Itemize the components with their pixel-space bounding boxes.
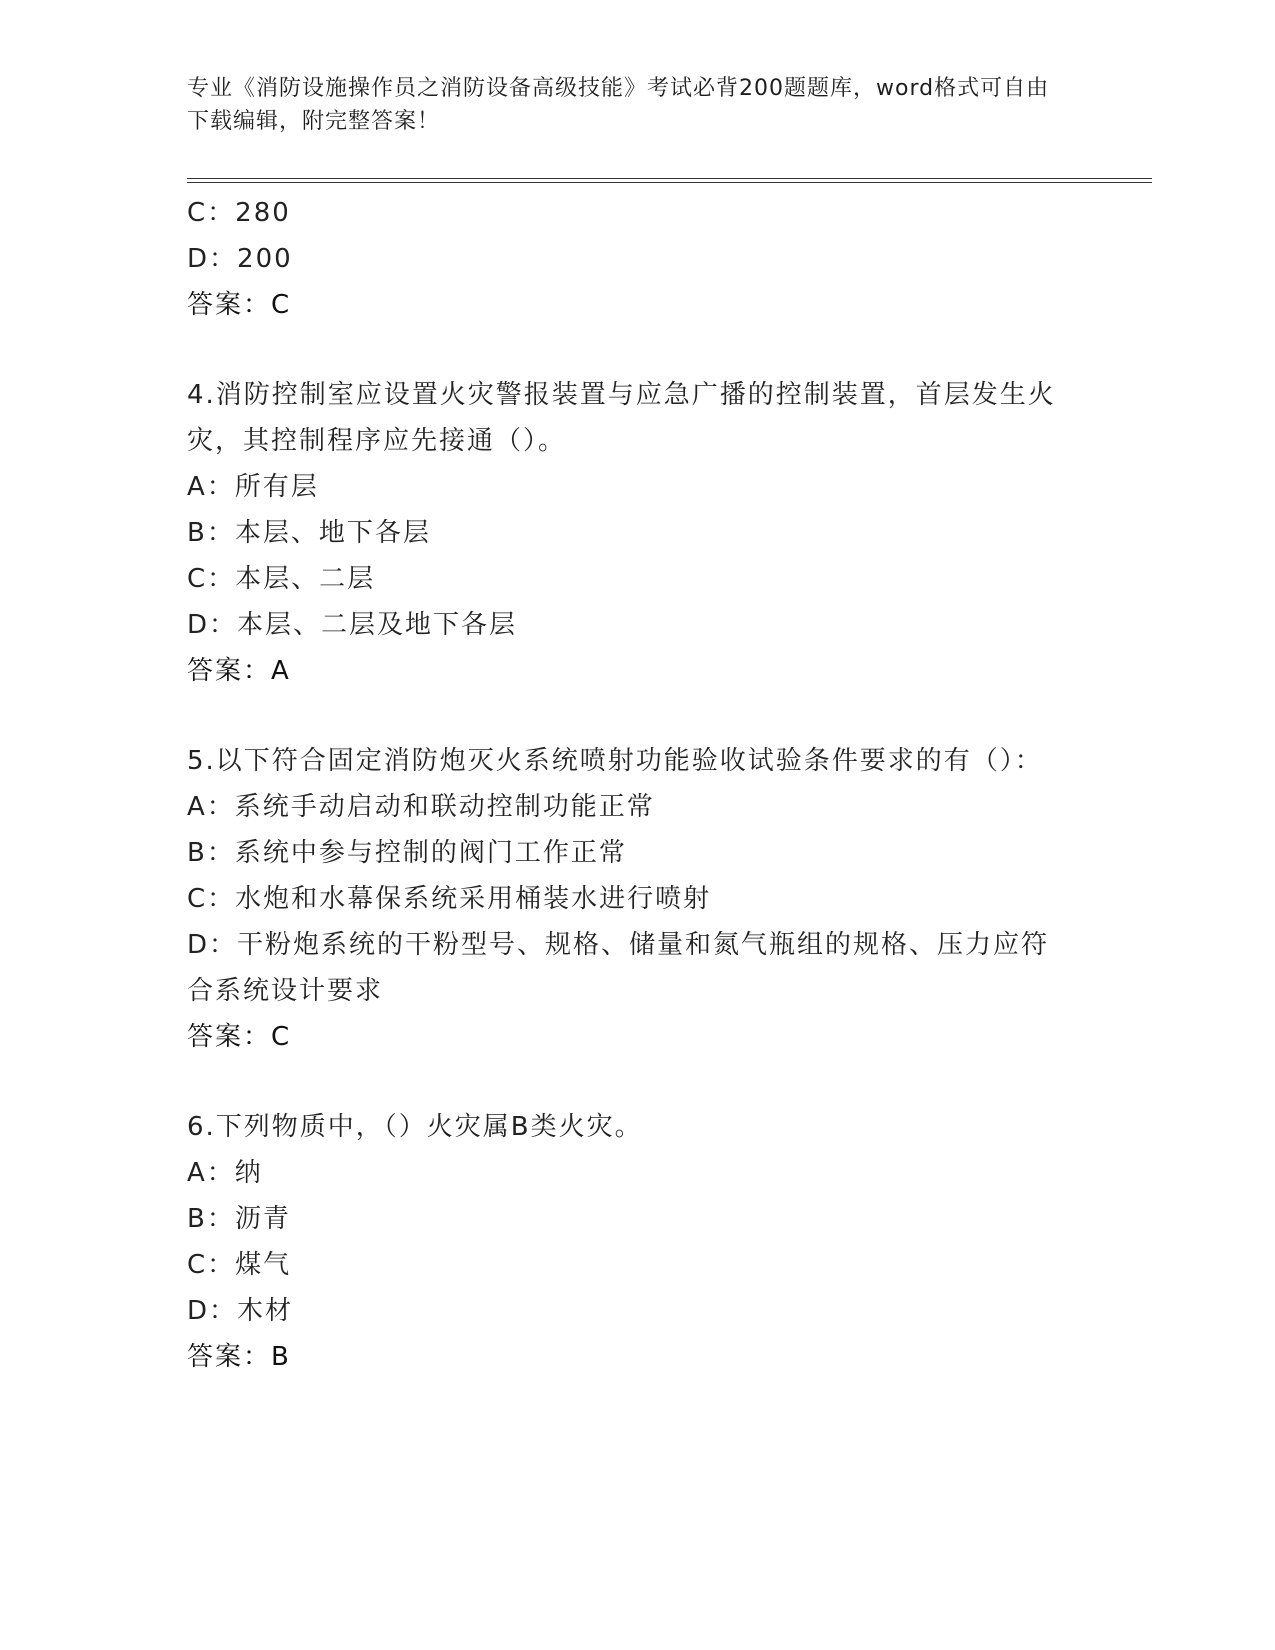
option-d: D：木材 [187, 1296, 294, 1326]
question-stem: 5.以下符合固定消防炮灭火系统喷射功能验收试验条件要求的有（）： [187, 746, 1043, 776]
answer: 答案：B [187, 1342, 291, 1372]
answer: 答案：C [187, 1022, 292, 1052]
option-b: B：本层、地下各层 [187, 518, 431, 548]
answer: 答案：C [187, 290, 292, 320]
question-stem: 6.下列物质中，（）火灾属B类火灾。 [187, 1112, 643, 1142]
question-stem: 4.消防控制室应设置火灾警报装置与应急广播的控制装置，首层发生火灾，其控制程序应先接通（）。 [187, 380, 1056, 456]
option-b: B：系统中参与控制的阀门工作正常 [187, 838, 627, 868]
option-c: C：煤气 [187, 1250, 292, 1280]
question-6 [187, 1104, 1087, 1380]
option-c: C：本层、二层 [187, 564, 376, 594]
option-a: A：系统手动启动和联动控制功能正常 [187, 792, 655, 822]
option-d: D：200 [187, 244, 293, 274]
question-4 [187, 372, 1087, 694]
spacer [187, 1060, 1087, 1104]
page-header: 专业《消防设施操作员之消防设备高级技能》考试必背200题题库，word格式可自由下载编辑，附完整答案！ [187, 76, 1050, 134]
document-body [187, 190, 1087, 1380]
option-d: D：本层、二层及地下各层 [187, 610, 518, 640]
option-d: D：干粉炮系统的干粉型号、规格、储量和氮气瓶组的规格、压力应符合系统设计要求 [187, 930, 1050, 1006]
spacer [187, 694, 1087, 738]
question-5 [187, 738, 1087, 1060]
option-b: B：沥青 [187, 1204, 291, 1234]
header-divider [187, 178, 1152, 183]
prev-question-continuation [187, 190, 1087, 328]
option-a: A：纳 [187, 1158, 263, 1188]
option-c: C：水炮和水幕保系统采用桶装水进行喷射 [187, 884, 712, 914]
option-c: C：280 [187, 198, 291, 228]
answer: 答案：A [187, 656, 291, 686]
spacer [187, 328, 1087, 372]
option-a: A：所有层 [187, 472, 319, 502]
